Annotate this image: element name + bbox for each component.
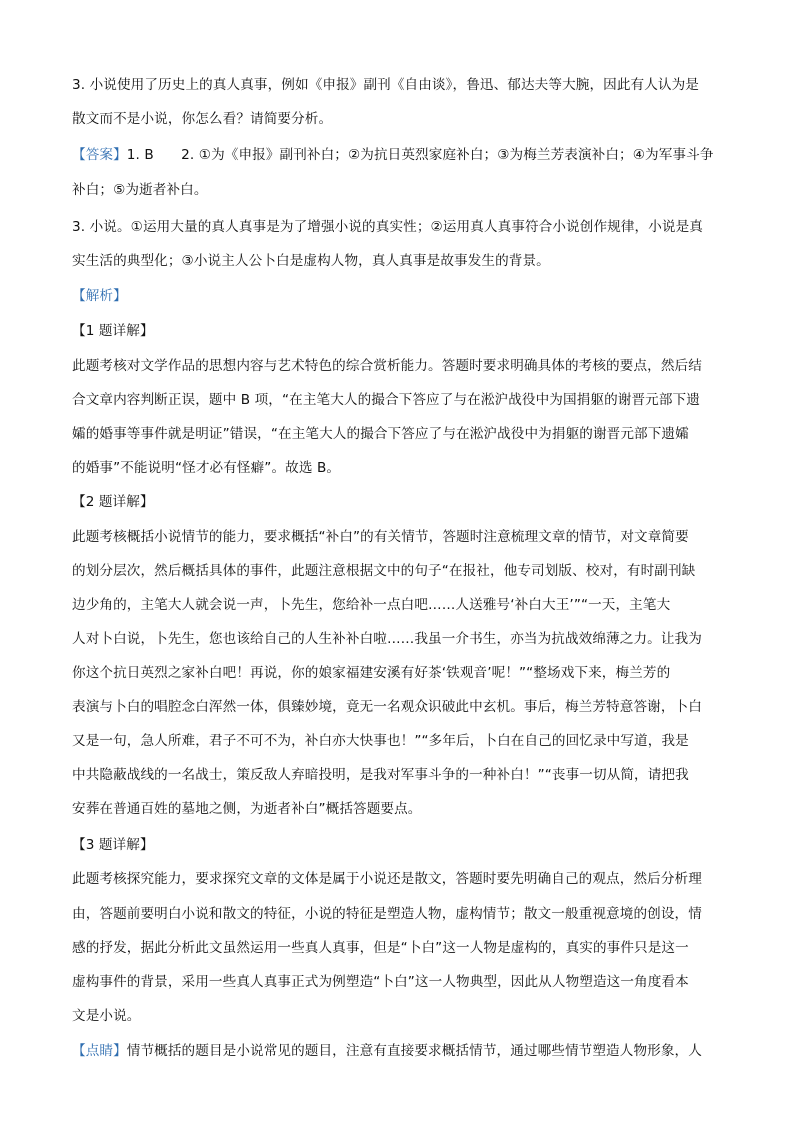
detail-2-line-9: 安葬在普通百姓的墓地之侧，为逝者补白”概括答题要点。 [72,801,422,817]
detail-2-line-6: 表演与卜白的唱腔念白浑然一体，俱臻妙境，竟无一名观众识破此中玄机。事后，梅兰芳特意答谢，卜白 [72,699,702,715]
detail-2-line-8: 中共隐蔽战线的一名战士，策反敌人弃暗投明，是我对军事斗争的一种补白！”“丧事一切从简，请把我 [72,767,689,783]
comment-text-1: 情节概括的题目是小说常见的题目，注意有直接要求概括情节，通过哪些情节塑造人物形象，人 [126,1043,702,1059]
detail-2-line-3: 边少角的，主笔大人就会说一声，卜先生，您给补一点白吧……人送雅号‘补白大王’”“一天，主笔大 [72,597,671,613]
detail-3-line-5: 文是小说。 [72,1008,141,1024]
answer-text-1: 1. B 2. ①为《申报》副刊补白；②为抗日英烈家庭补白；③为梅兰芳表演补白；④为军事斗争 [126,147,714,163]
detail-3-heading: 【3 题详解】 [72,837,154,853]
answer-line-4: 实生活的典型化；③小说主人公卜白是虚构人物，真人真事是故事发生的背景。 [72,253,550,269]
detail-2-line-1: 此题考核概括小说情节的能力，要求概括“补白”的有关情节，答题时注意梳理文章的情节，对文章简要 [72,529,689,545]
answer-tag: 【答案】 [72,147,127,163]
detail-1-line-2: 合文章内容判断正误，题中 B 项，“在主笔大人的撮合下答应了与在淞沪战役中为国捐躯的谢晋元部下遗 [72,392,700,408]
detail-2-line-5: 你这个抗日英烈之家补白吧！再说，你的娘家福建安溪有好茶‘铁观音’呢！”“整场戏下来，梅兰芳的 [72,665,671,681]
detail-1-heading: 【1 题详解】 [72,323,154,339]
detail-3-line-3: 感的抒发，据此分析此文虽然运用一些真人真事，但是“卜白”这一人物是虚构的，真实的事件只是这一 [72,940,689,956]
comment-line-1 [72,1041,702,1061]
detail-2-line-7: 又是一句，急人所难，君子不可不为，补白亦大快事也！”“多年后，卜白在自己的回忆录中写道，我是 [72,733,689,749]
detail-3-line-1: 此题考核探究能力，要求探究文章的文体是属于小说还是散文，答题时要先明确自己的观点，然后分析理 [72,871,702,887]
answer-line-1 [72,145,714,165]
analysis-tag: 【解析】 [72,288,127,304]
detail-1-line-3: 孀的婚事等事件就是明证”错误，“在主笔大人的撮合下答应了与在淞沪战役中为捐躯的谢晋元部下遗孀 [72,426,689,442]
answer-line-3: 3. 小说。①运用大量的真人真事是为了增强小说的真实性；②运用真人真事符合小说创作规律，小说是真 [72,219,703,235]
detail-2-heading: 【2 题详解】 [72,494,154,510]
comment-tag: 【点睛】 [72,1043,127,1059]
question-3-line-2: 散文而不是小说，你怎么看？请简要分析。 [72,111,333,127]
question-3-line-1: 3. 小说使用了历史上的真人真事，例如《申报》副刊《自由谈》，鲁迅、郁达夫等大腕，因此有人认为是 [72,77,700,93]
detail-1-line-1: 此题考核对文学作品的思想内容与艺术特色的综合赏析能力。答题时要求明确具体的考核的要点，然后结 [72,358,702,374]
detail-1-line-4: 的婚事”不能说明“怪才必有怪癖”。故选 B。 [72,460,341,476]
detail-2-line-4: 人对卜白说，卜先生，您也该给自己的人生补补白啦……我虽一介书生，亦当为抗战效绵薄之力。让我为 [72,631,702,647]
detail-3-line-2: 由，答题前要明白小说和散文的特征，小说的特征是塑造人物，虚构情节；散文一般重视意境的创设，情 [72,906,702,922]
detail-3-line-4: 虚构事件的背景，采用一些真人真事正式为例塑造“卜白”这一人物典型，因此从人物塑造这一角度看本 [72,974,689,990]
answer-line-2: 补白；⑤为逝者补白。 [72,182,208,198]
detail-2-line-2: 的划分层次，然后概括具体的事件，此题注意根据文中的句子“在报社，他专司划版、校对，有时副刊缺 [72,563,696,579]
